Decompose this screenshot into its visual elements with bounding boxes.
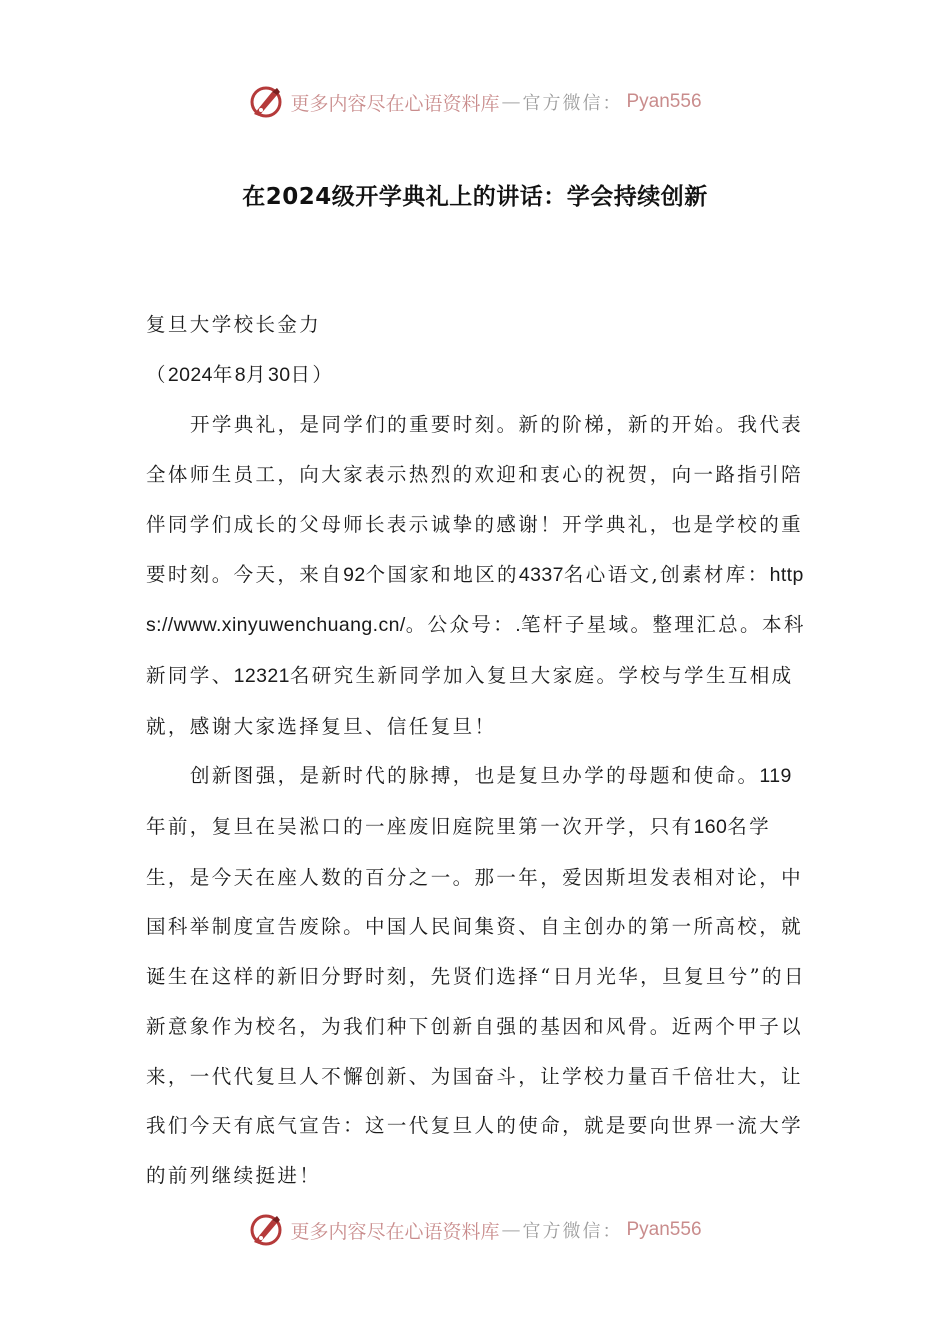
pen-logo-icon [248,84,284,120]
paragraph-2: 创新图强，是新时代的脉搏，也是复旦办学的母题和使命。119年前，复旦在吴淞口的一座废旧庭院里第一次开学，只有160名学生，是今天在座人数的百分之一。那一年，爱因斯坦发表相对论，中国科举制度宣告废除。中国人民间集资、自主创办的第一所高校，就诞生在这样的新旧分野时刻，先贤们选择“日月光华，旦复旦兮”的日新意象作为校名，为我们种下创新自强的基因和风骨。近两个甲子以来，一代代复旦人不懈创新、为国奋斗，让学校力量百千倍壮大，让我们今天有底气宣告：这一代复旦人的使命，就是要向世界一流大学的前列继续挺进！ [146,764,806,1187]
banner-wechat-id: Pyan556 [626,91,702,112]
latin-run: 2024 [167,363,213,386]
latin-run: 92 [343,563,366,586]
latin-run: 8 [234,363,247,386]
latin-run: 12321 [233,664,290,687]
latin-run: 2024 [265,184,332,210]
banner-dash: — [501,91,521,113]
author-line: 复旦大学校长金力 [146,313,322,336]
header-banner [0,82,950,122]
latin-run: 119 [759,765,792,788]
date-line: （2024年8月30日） [146,362,335,386]
banner-sub-text: 官方微信： [522,93,623,114]
document-title: 在2024级开学典礼上的讲话：学会持续创新 [242,184,708,210]
latin-run: 160 [693,816,728,839]
banner-main-text: 更多内容尽在心语资料库 [290,92,500,115]
latin-run: 4337 [518,563,564,586]
latin-run: . [515,614,522,637]
document-body [146,300,810,1201]
latin-run: https://www.xinyuwenchuang.cn/ [146,563,804,637]
banner-sub-text: 官方微信： [522,1221,623,1242]
banner-dash: — [501,1219,521,1241]
pen-logo-icon [248,1212,284,1248]
footer-banner [0,1210,950,1250]
banner-main-text: 更多内容尽在心语资料库 [290,1220,500,1243]
banner-wechat-id: Pyan556 [626,1219,702,1240]
latin-run: 30 [267,363,291,386]
paragraph-1: 开学典礼，是同学们的重要时刻。新的阶梯，新的开始。我代表全体师生员工，向大家表示热烈的欢迎和衷心的祝贺，向一路指引陪伴同学们成长的父母师长表示诚挚的感谢！开学典礼，也是学校的重要时刻。今天，来自92个国家和地区的4337名心语文,创素材库：https://www.xinyuwenchuang.cn/。公众号：.笔杆子星域。整理汇总。本科新同学、12321名研究生新同学加入复旦大家庭。学校与学生互相成就，感谢大家选择复旦、信任复旦！ [146,413,806,738]
